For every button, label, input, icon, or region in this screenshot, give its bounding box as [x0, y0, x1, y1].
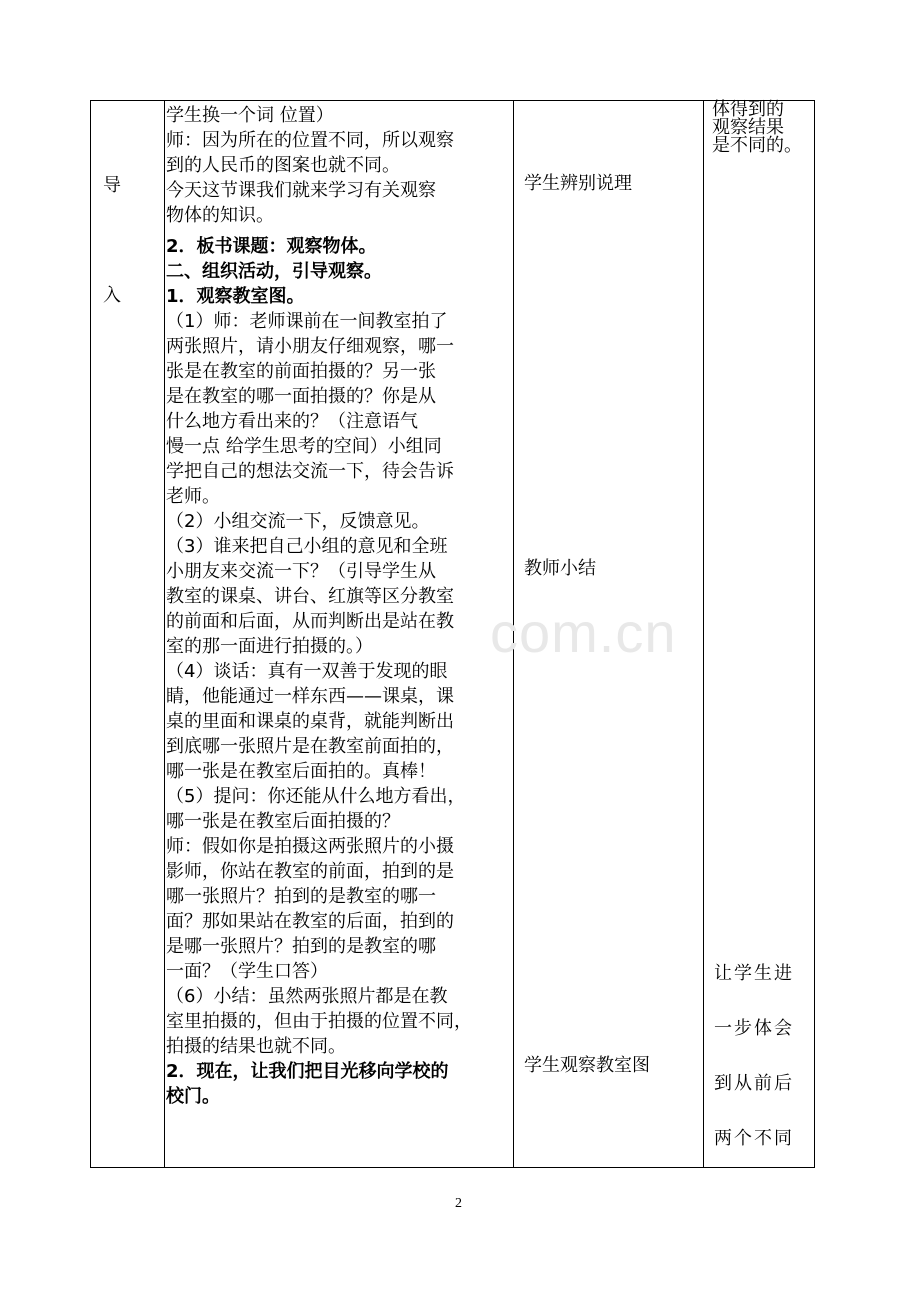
design-intent-column	[704, 101, 814, 1167]
content-line: （4）谈话：真有一双善于发现的眼	[166, 661, 448, 682]
content-line: （2）小组交流一下，反馈意见。	[166, 511, 430, 532]
watermark: com.cn	[490, 601, 677, 664]
content-line: （5）提问：你还能从什么地方看出，	[166, 786, 466, 807]
content-line: 是在教室的哪一面拍摄的？你是从	[166, 386, 436, 407]
teaching-content	[166, 101, 513, 1109]
activity-note: 教师小结	[524, 558, 596, 579]
content-line: 学生换一个词 位置）	[166, 105, 334, 126]
content-line: 桌的里面和课桌的桌背，就能判断出	[166, 711, 454, 732]
content-line: 拍摄的结果也就不同。	[166, 1036, 346, 1057]
intent-line: 体得到的	[712, 99, 784, 120]
lesson-plan-table	[90, 100, 815, 1168]
content-line: 哪一张是在教室后面拍摄的？	[166, 811, 400, 832]
content-line: 一面？（学生口答）	[166, 961, 328, 982]
content-line: 1．观察教室图。	[166, 286, 305, 307]
content-line: 物体的知识。	[166, 205, 274, 226]
content-line: （1）师：老师课前在一间教室拍了	[166, 311, 448, 332]
stage-char: 入	[103, 285, 121, 306]
content-line: （6）小结：虽然两张照片都是在教	[166, 986, 448, 1007]
content-line: 室里拍摄的，但由于拍摄的位置不同，	[166, 1011, 472, 1032]
content-line: 哪一张是在教室后面拍的。真棒！	[166, 761, 436, 782]
intent-line: 让学生进	[714, 963, 794, 984]
content-line: 师：假如你是拍摄这两张照片的小摄	[166, 836, 454, 857]
content-line: 学把自己的想法交流一下，待会告诉	[166, 461, 454, 482]
page-number: 2	[455, 1196, 462, 1211]
content-line: 到底哪一张照片是在教室前面拍的，	[166, 736, 454, 757]
content-line: 哪一张照片？拍到的是教室的哪一	[166, 886, 436, 907]
content-line: 面？那如果站在教室的后面，拍到的	[166, 911, 454, 932]
intent-line: 是不同的。	[712, 135, 802, 156]
intent-line: 两个不同	[714, 1128, 794, 1149]
teaching-content-column	[166, 101, 513, 1109]
activity-note: 学生辨别说理	[524, 173, 632, 194]
content-line: 2．现在，让我们把目光移向学校的	[166, 1061, 449, 1082]
content-line: 的前面和后面，从而判断出是站在教	[166, 611, 454, 632]
stage-char: 导	[103, 175, 121, 196]
intent-line: 一步体会	[714, 1018, 794, 1039]
content-line: （3）谁来把自己小组的意见和全班	[166, 536, 448, 557]
content-line: 小朋友来交流一下？（引导学生从	[166, 561, 436, 582]
content-line: 校门。	[166, 1086, 220, 1107]
content-line: 师：因为所在的位置不同，所以观察	[166, 130, 454, 151]
design-intent-bottom	[714, 946, 794, 1166]
activity-note: 学生观察教室图	[524, 1055, 650, 1076]
intent-line: 到从前后	[714, 1073, 794, 1094]
content-line: 什么地方看出来的？（注意语气	[166, 411, 418, 432]
content-line: 是哪一张照片？拍到的是教室的哪	[166, 936, 436, 957]
content-line: 慢一点 给学生思考的空间）小组同	[166, 436, 442, 457]
content-line: 影师，你站在教室的前面，拍到的是	[166, 861, 454, 882]
content-line: 教室的课桌、讲台、红旗等区分教室	[166, 586, 454, 607]
content-line: 张是在教室的前面拍摄的？另一张	[166, 361, 436, 382]
stage-column	[91, 101, 164, 1167]
intent-line: 观察结果	[712, 117, 784, 138]
content-line: 到的人民币的图案也就不同。	[166, 155, 400, 176]
content-line: 2．板书课题：观察物体。	[166, 236, 377, 257]
design-intent-top	[712, 101, 802, 155]
content-line: 二、组织活动，引导观察。	[166, 261, 382, 282]
column-divider	[164, 101, 165, 1167]
content-line: 今天这节课我们就来学习有关观察	[166, 180, 436, 201]
content-line: 两张照片，请小朋友仔细观察，哪一	[166, 336, 454, 357]
content-line: 睛，他能通过一样东西——课桌，课	[166, 686, 454, 707]
content-line: 老师。	[166, 486, 220, 507]
content-line: 室的那一面进行拍摄的。）	[166, 636, 373, 657]
